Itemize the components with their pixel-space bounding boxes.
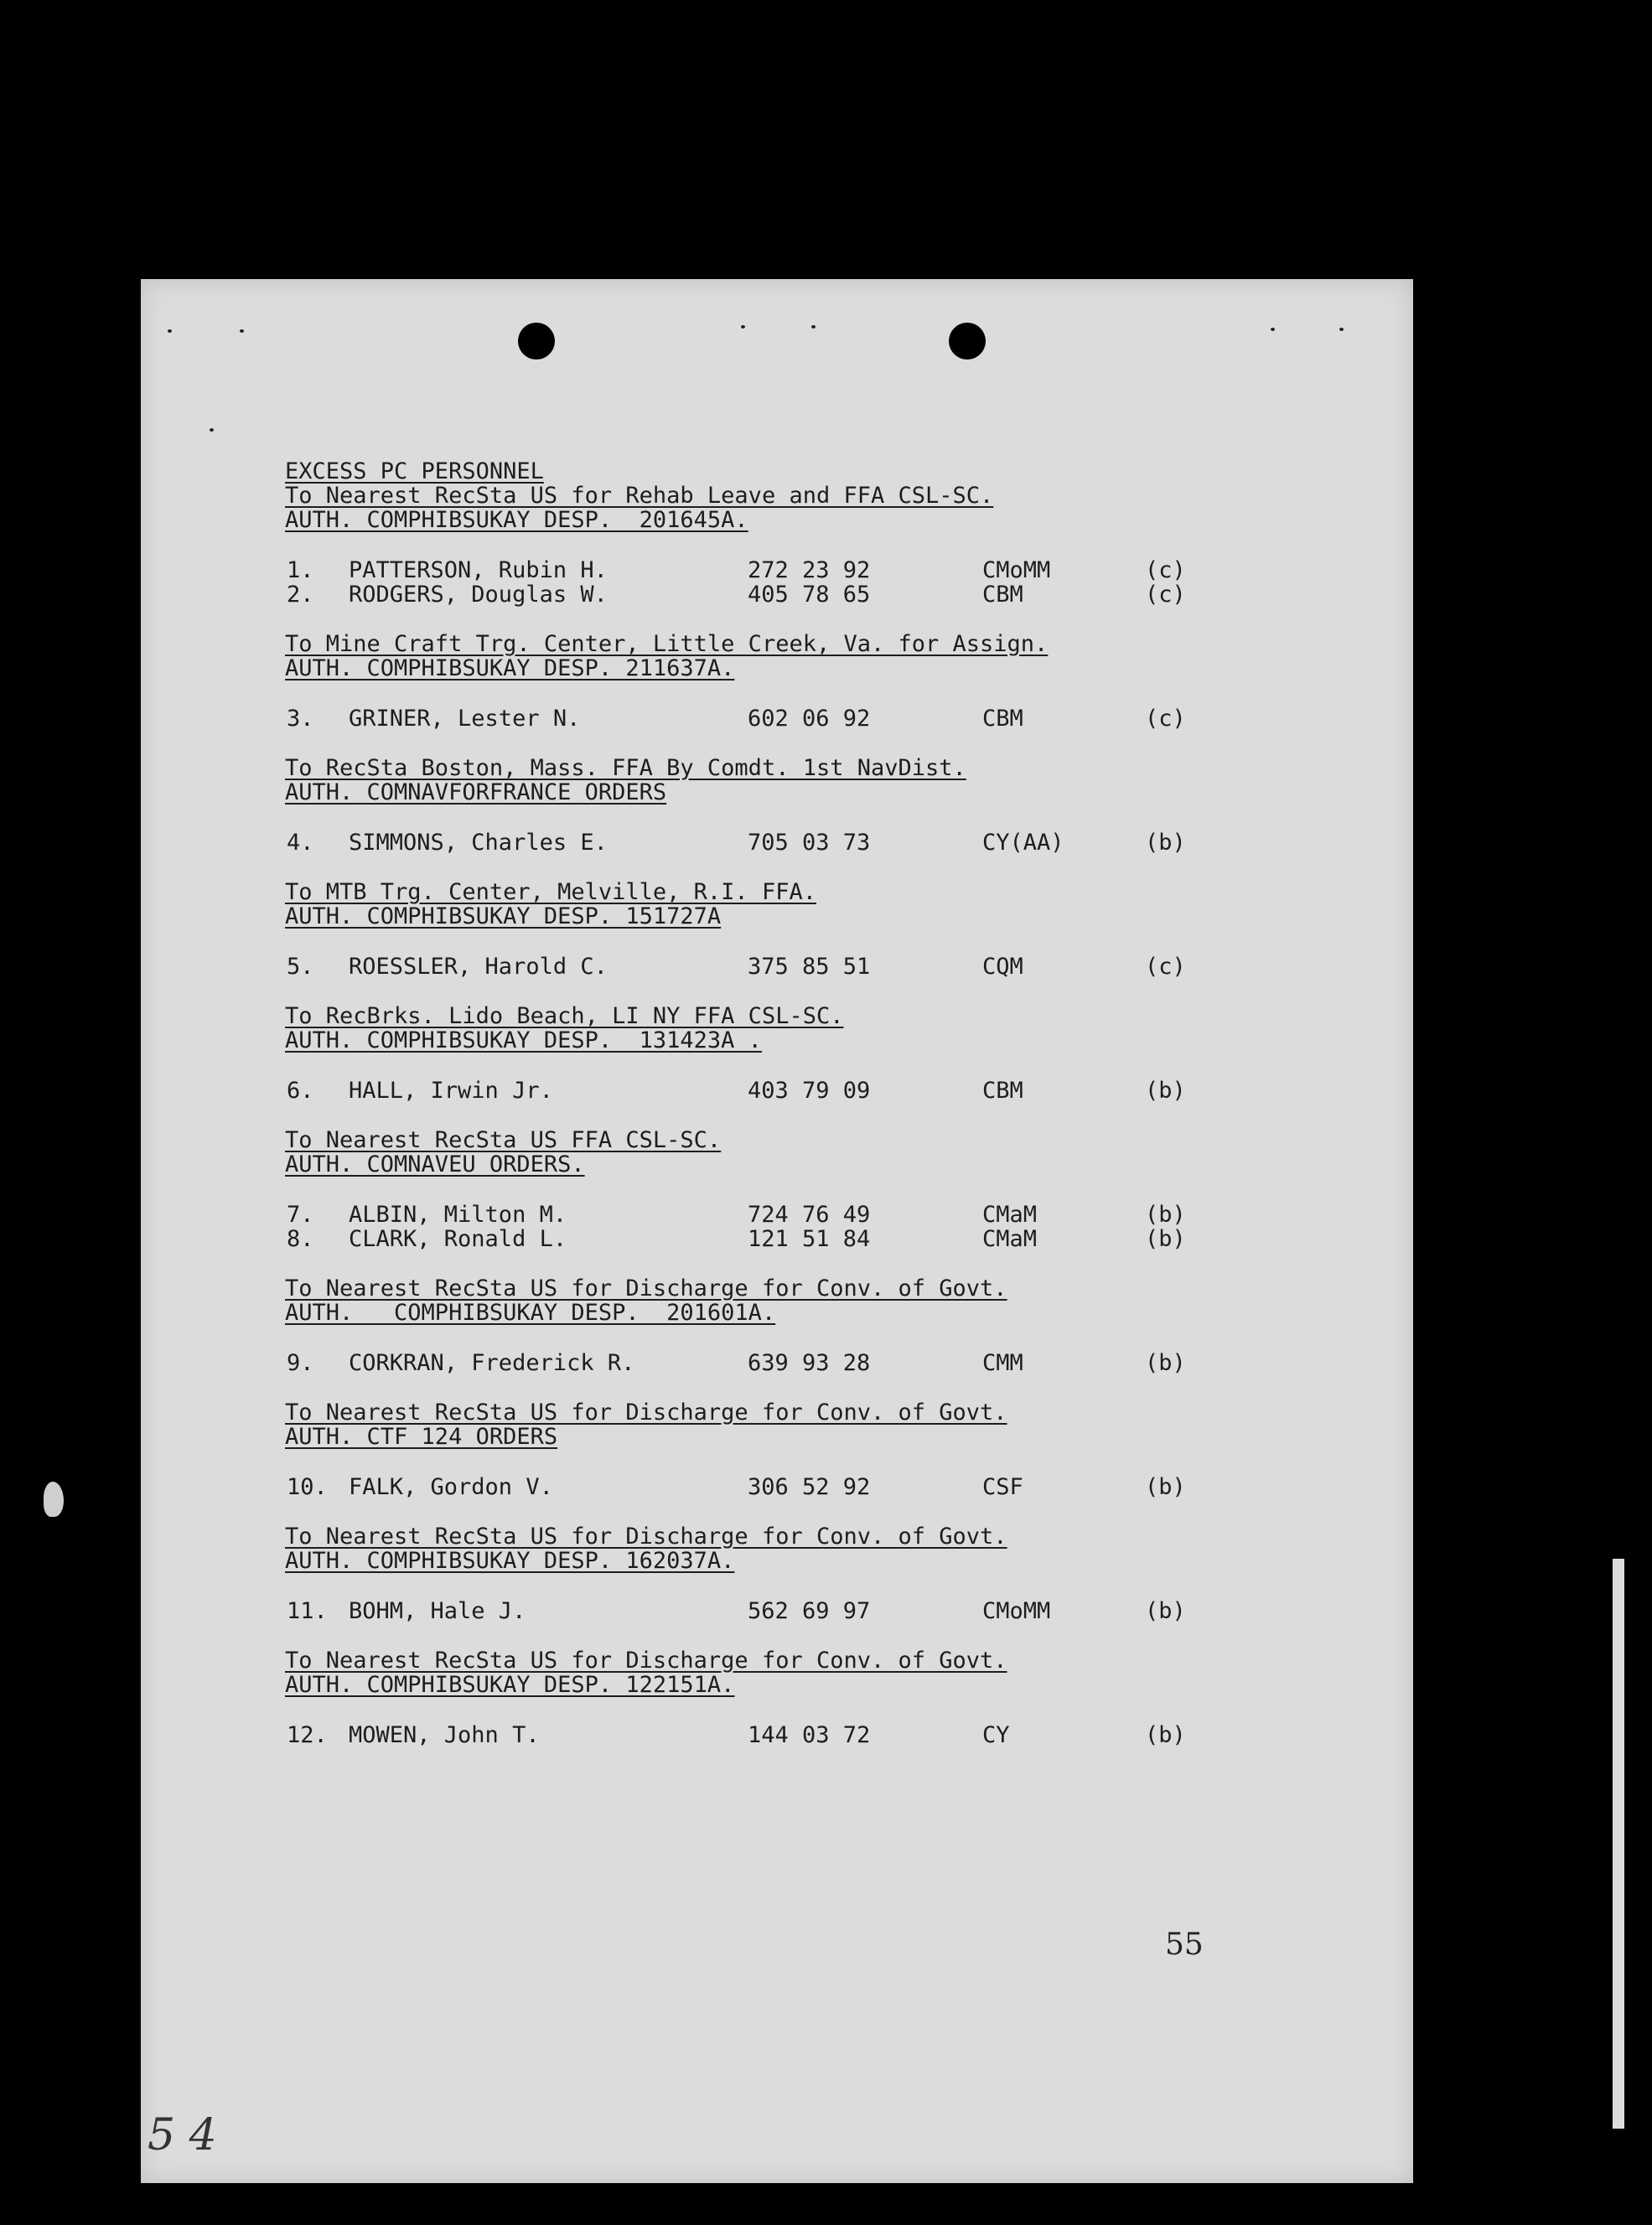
classification-code: (b) [1145, 1078, 1186, 1104]
entry-number: 1. [287, 557, 314, 583]
authority-line: AUTH. CTF 124 ORDERS [285, 1424, 558, 1450]
classification-code: (c) [1145, 557, 1186, 583]
classification-code: (b) [1145, 1350, 1186, 1376]
entry-number: 12. [287, 1722, 328, 1748]
transfer-section [285, 880, 1249, 979]
document-title: EXCESS PC PERSONNEL [285, 458, 544, 484]
destination-line: To Mine Craft Trg. Center, Little Creek, Va. for Assign. [285, 631, 1049, 657]
personnel-row [285, 706, 1249, 731]
entry-number: 9. [287, 1350, 314, 1376]
authority-line: AUTH. COMPHIBSUKAY DESP. 151727A [285, 903, 722, 929]
entry-number: 7. [287, 1202, 314, 1228]
page-number: 55 [1165, 1927, 1204, 1962]
service-number: 639 93 28 [748, 1350, 871, 1376]
punch-hole [949, 323, 986, 360]
service-number: 602 06 92 [748, 706, 871, 732]
transfer-section [285, 1648, 1249, 1747]
person-name: CLARK, Ronald L. [349, 1226, 567, 1252]
service-number: 562 69 97 [748, 1598, 871, 1624]
destination-line: To RecSta Boston, Mass. FFA By Comdt. 1st NavDist. [285, 755, 966, 781]
speck [1339, 328, 1344, 331]
personnel-list [285, 1475, 1249, 1499]
classification-code: (b) [1145, 1722, 1186, 1748]
destination-line: To Nearest RecSta US for Discharge for Conv. of Govt. [285, 1648, 1007, 1674]
service-number: 144 03 72 [748, 1722, 871, 1748]
authority-line: AUTH. COMNAVFORFRANCE ORDERS [285, 779, 667, 805]
transfer-section [285, 1004, 1249, 1103]
entry-number: 4. [287, 830, 314, 856]
personnel-row [285, 1079, 1249, 1103]
authority-line: AUTH. COMNAVEU ORDERS. [285, 1151, 585, 1177]
person-name: CORKRAN, Frederick R. [349, 1350, 635, 1376]
authority-line: AUTH. COMPHIBSUKAY DESP. 201645A. [285, 507, 748, 533]
transfer-section [285, 632, 1249, 731]
speck [1271, 328, 1275, 331]
entry-number: 5. [287, 954, 314, 980]
personnel-list [285, 1351, 1249, 1375]
transfer-section [285, 484, 1249, 607]
speck [811, 325, 816, 329]
punch-hole [518, 323, 555, 360]
speck [168, 329, 172, 333]
rating: CY [982, 1722, 1010, 1748]
person-name: PATTERSON, Rubin H. [349, 557, 608, 583]
entry-number: 11. [287, 1598, 328, 1624]
personnel-row [285, 1475, 1249, 1499]
destination-line: To Nearest RecSta US for Discharge for Conv. of Govt. [285, 1524, 1007, 1550]
transfer-section [285, 1524, 1249, 1623]
personnel-list [285, 955, 1249, 979]
personnel-row [285, 1351, 1249, 1375]
authority-line: AUTH. COMPHIBSUKAY DESP. 131423A . [285, 1027, 762, 1053]
rating: CQM [982, 954, 1023, 980]
person-name: SIMMONS, Charles E. [349, 830, 608, 856]
destination-line: To MTB Trg. Center, Melville, R.I. FFA. [285, 879, 816, 905]
personnel-row [285, 830, 1249, 855]
service-number: 121 51 84 [748, 1226, 871, 1252]
sections-container [285, 484, 1249, 1747]
person-name: HALL, Irwin Jr. [349, 1078, 553, 1104]
person-name: GRINER, Lester N. [349, 706, 581, 732]
personnel-row [285, 558, 1249, 582]
service-number: 724 76 49 [748, 1202, 871, 1228]
personnel-row [285, 1723, 1249, 1747]
service-number: 272 23 92 [748, 557, 871, 583]
rating: CY(AA) [982, 830, 1064, 856]
service-number: 405 78 65 [748, 582, 871, 608]
classification-code: (c) [1145, 706, 1186, 732]
rating: CMoMM [982, 557, 1051, 583]
person-name: MOWEN, John T. [349, 1722, 540, 1748]
film-artifact [44, 1482, 64, 1517]
classification-code: (b) [1145, 1226, 1186, 1252]
personnel-list [285, 1599, 1249, 1623]
film-edge-artifact [1613, 1559, 1624, 2129]
service-number: 705 03 73 [748, 830, 871, 856]
personnel-row [285, 955, 1249, 979]
person-name: ROESSLER, Harold C. [349, 954, 608, 980]
rating: CSF [982, 1474, 1023, 1500]
personnel-list [285, 558, 1249, 607]
personnel-list [285, 1079, 1249, 1103]
service-number: 306 52 92 [748, 1474, 871, 1500]
rating: CMoMM [982, 1598, 1051, 1624]
person-name: ALBIN, Milton M. [349, 1202, 567, 1228]
personnel-row [285, 1227, 1249, 1251]
classification-code: (b) [1145, 1598, 1186, 1624]
personnel-row [285, 1203, 1249, 1227]
destination-line: To Nearest RecSta US FFA CSL-SC. [285, 1127, 722, 1153]
destination-line: To Nearest RecSta US for Discharge for Conv. of Govt. [285, 1400, 1007, 1426]
entry-number: 2. [287, 582, 314, 608]
classification-code: (c) [1145, 954, 1186, 980]
speck [741, 325, 745, 329]
transfer-section [285, 1276, 1249, 1375]
personnel-list [285, 706, 1249, 731]
classification-code: (b) [1145, 1202, 1186, 1228]
destination-line: To Nearest RecSta US for Discharge for Conv. of Govt. [285, 1275, 1007, 1301]
classification-code: (b) [1145, 1474, 1186, 1500]
person-name: FALK, Gordon V. [349, 1474, 553, 1500]
personnel-list [285, 1723, 1249, 1747]
destination-line: To RecBrks. Lido Beach, LI NY FFA CSL-SC. [285, 1003, 844, 1029]
entry-number: 8. [287, 1226, 314, 1252]
authority-line: AUTH. COMPHIBSUKAY DESP. 162037A. [285, 1548, 735, 1574]
service-number: 375 85 51 [748, 954, 871, 980]
personnel-list [285, 1203, 1249, 1251]
document-body [285, 459, 1249, 1747]
transfer-section [285, 1400, 1249, 1499]
handwritten-page-mark: 5 4 [148, 2110, 217, 2160]
authority-line: AUTH. COMPHIBSUKAY DESP. 201601A. [285, 1300, 776, 1326]
service-number: 403 79 09 [748, 1078, 871, 1104]
entry-number: 3. [287, 706, 314, 732]
authority-line: AUTH. COMPHIBSUKAY DESP. 122151A. [285, 1672, 735, 1698]
speck [240, 329, 244, 333]
rating: CBM [982, 706, 1023, 732]
authority-line: AUTH. COMPHIBSUKAY DESP. 211637A. [285, 655, 735, 681]
rating: CBM [982, 1078, 1023, 1104]
entry-number: 6. [287, 1078, 314, 1104]
rating: CMM [982, 1350, 1023, 1376]
personnel-list [285, 830, 1249, 855]
person-name: BOHM, Hale J. [349, 1598, 526, 1624]
transfer-section [285, 1128, 1249, 1251]
classification-code: (b) [1145, 830, 1186, 856]
transfer-section [285, 756, 1249, 855]
entry-number: 10. [287, 1474, 328, 1500]
personnel-row [285, 582, 1249, 607]
speck [210, 428, 214, 432]
personnel-row [285, 1599, 1249, 1623]
destination-line: To Nearest RecSta US for Rehab Leave and FFA CSL-SC. [285, 483, 994, 509]
rating: CBM [982, 582, 1023, 608]
rating: CMaM [982, 1226, 1038, 1252]
person-name: RODGERS, Douglas W. [349, 582, 608, 608]
classification-code: (c) [1145, 582, 1186, 608]
rating: CMaM [982, 1202, 1038, 1228]
